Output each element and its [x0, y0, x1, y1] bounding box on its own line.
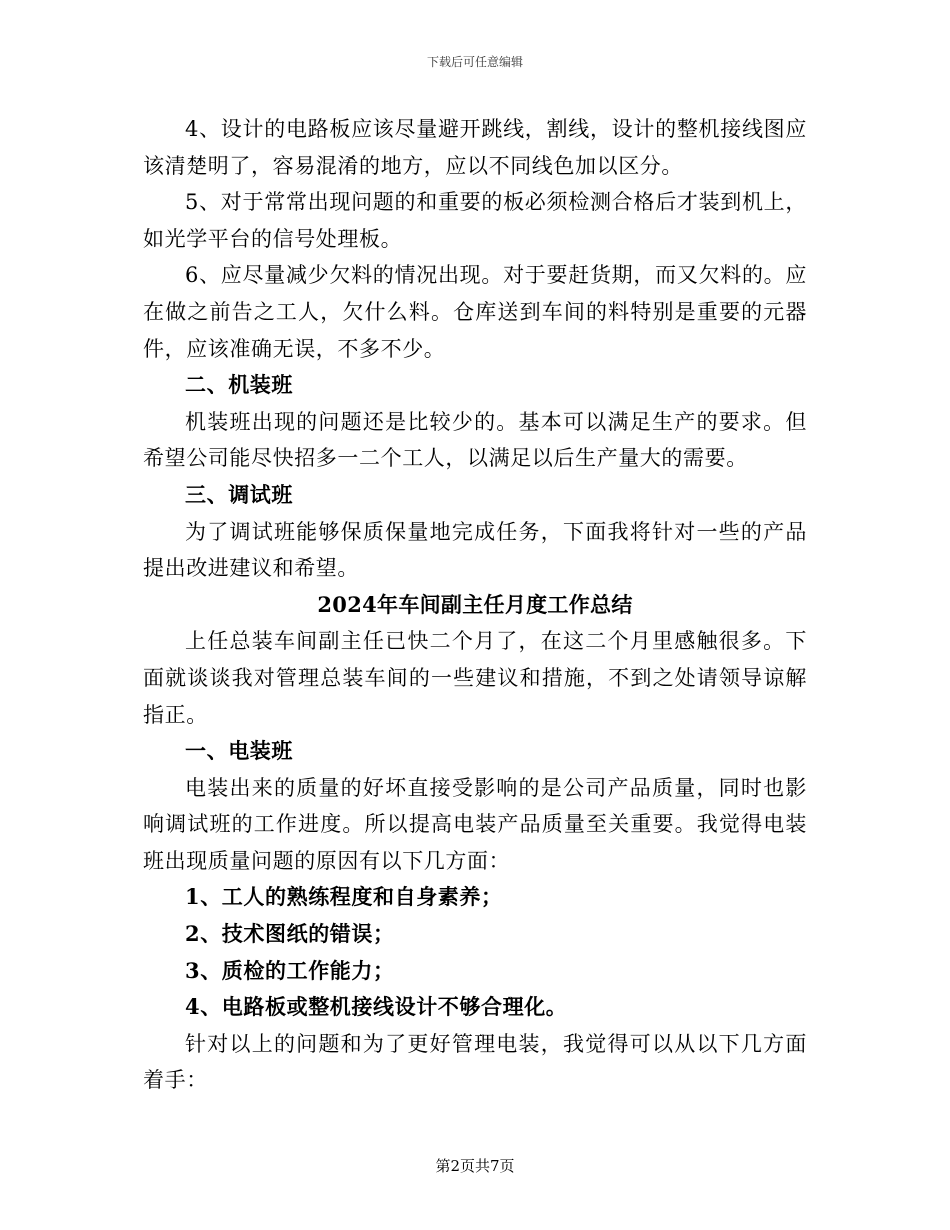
section-heading-debugging: 三、调试班 [185, 481, 293, 507]
paragraph-machine-assembly: 机装班出现的问题还是比较少的。基本可以满足生产的要求。但希望公司能尽快招多一二个工人，以满足以后生产量大的需要。 [143, 409, 807, 471]
paragraph-item-6: 6、应尽量减少欠料的情况出现。对于要赶货期，而又欠料的。应在做之前告之工人，欠什么料。仓库送到车间的料特别是重要的元器件，应该准确无误，不多不少。 [143, 263, 807, 361]
paragraph-item-4: 4、设计的电路板应该尽量避开跳线，割线，设计的整机接线图应该清楚明了，容易混淆的地方，应以不同线色加以区分。 [143, 117, 807, 178]
page-header: 下载后可任意编辑 [426, 55, 523, 69]
paragraph-electrical-assembly: 电装出来的质量的好坏直接受影响的是公司产品质量，同时也影响调试班的工作进度。所以提高电装产品质量至关重要。我觉得电装班出现质量问题的原因有以下几方面： [143, 775, 807, 873]
document-body [143, 111, 807, 1099]
paragraph-measures: 针对以上的问题和为了更好管理电装，我觉得可以从以下几方面着手： [143, 1031, 807, 1093]
section-heading-machine-assembly: 二、机装班 [185, 372, 293, 398]
document-title: 2024年车间副主任月度工作总结 [317, 591, 633, 617]
paragraph-debugging: 为了调试班能够保质保量地完成任务，下面我将针对一些的产品提出改进建议和希望。 [143, 519, 807, 581]
paragraph-item-5: 5、对于常常出现问题的和重要的板必须检测合格后才装到机上，如光学平台的信号处理板。 [143, 190, 807, 251]
paragraph-intro: 上任总装车间副主任已快二个月了，在这二个月里感触很多。下面就谈谈我对管理总装车间的一些建议和措施，不到之处请领导谅解指正。 [143, 629, 807, 727]
list-item-1: 1、工人的熟练程度和自身素养； [185, 884, 503, 910]
list-item-4: 4、电路板或整机接线设计不够合理化。 [185, 994, 568, 1020]
list-item-3: 3、质检的工作能力； [185, 957, 395, 983]
section-heading-electrical-assembly: 一、电装班 [185, 738, 293, 764]
page-footer: 第2页共7页 [435, 1157, 515, 1175]
list-item-2: 2、技术图纸的错误； [185, 921, 395, 947]
